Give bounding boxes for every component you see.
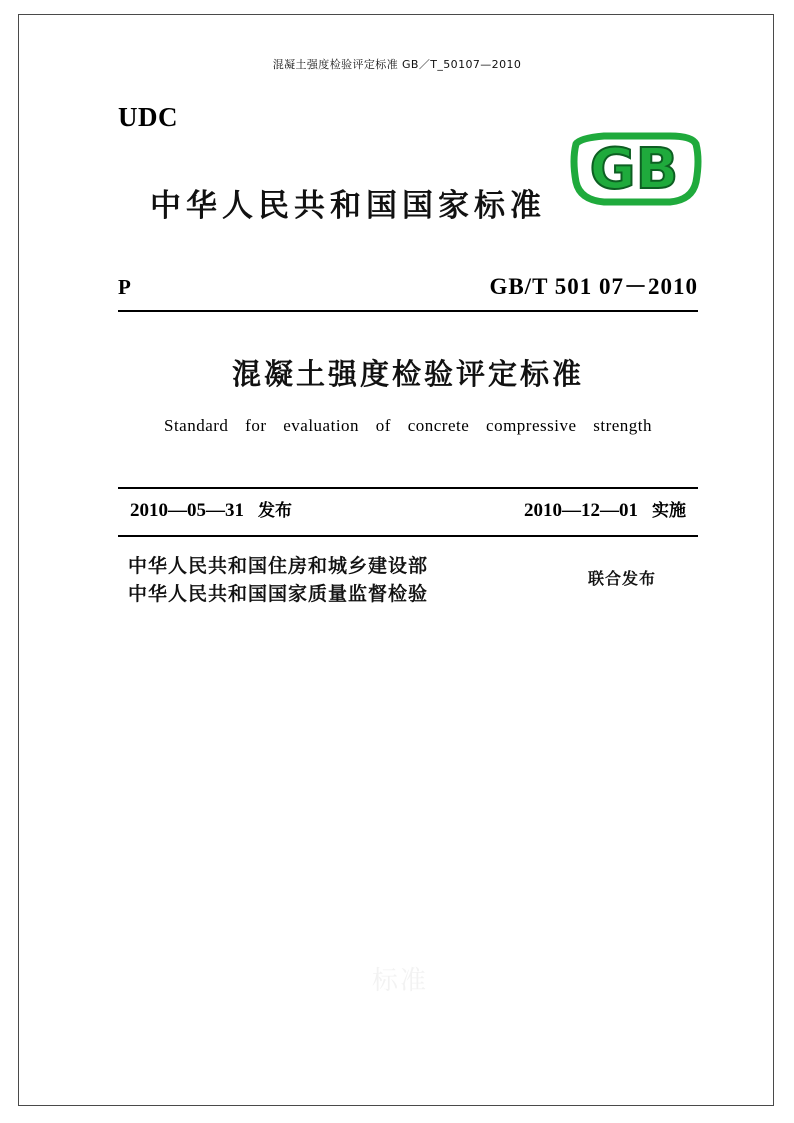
classification-letter: P — [118, 275, 131, 299]
national-standard-title: 中华人民共和国国家标准 — [150, 188, 546, 224]
effective-date: 2010—12—01 — [524, 500, 638, 521]
running-header: 混凝土强度检验评定标准 GB／T_50107—2010 — [272, 58, 522, 71]
issue-date-group — [130, 496, 292, 522]
publisher-line-1: 中华人民共和国住房和城乡建设部 — [128, 555, 429, 577]
effective-date-group — [524, 496, 686, 522]
divider-top — [118, 310, 698, 312]
publisher-list — [128, 552, 548, 608]
issue-verb: 发布 — [258, 501, 292, 521]
publisher-line-2: 中华人民共和国国家质量监督检验 — [128, 583, 429, 605]
udc-label: UDC — [118, 102, 178, 132]
standard-number: GB/T 501 07－2010 — [489, 274, 698, 299]
svg-text:GB: GB — [589, 137, 679, 202]
document-title-cn: 混凝土强度检验评定标准 — [231, 357, 584, 391]
joint-issue-label: 联合发布 — [588, 569, 657, 588]
divider-bottom — [118, 535, 698, 537]
page-watermark: 标准 — [371, 966, 428, 996]
classification-row — [118, 268, 698, 301]
issue-date: 2010—05—31 — [130, 500, 244, 521]
document-title-en: Standard for evaluation of concrete compressive strength — [163, 416, 653, 435]
dates-row — [130, 496, 686, 522]
divider-middle — [118, 487, 698, 489]
effective-verb: 实施 — [652, 501, 686, 521]
gb-logo-icon — [566, 130, 706, 210]
